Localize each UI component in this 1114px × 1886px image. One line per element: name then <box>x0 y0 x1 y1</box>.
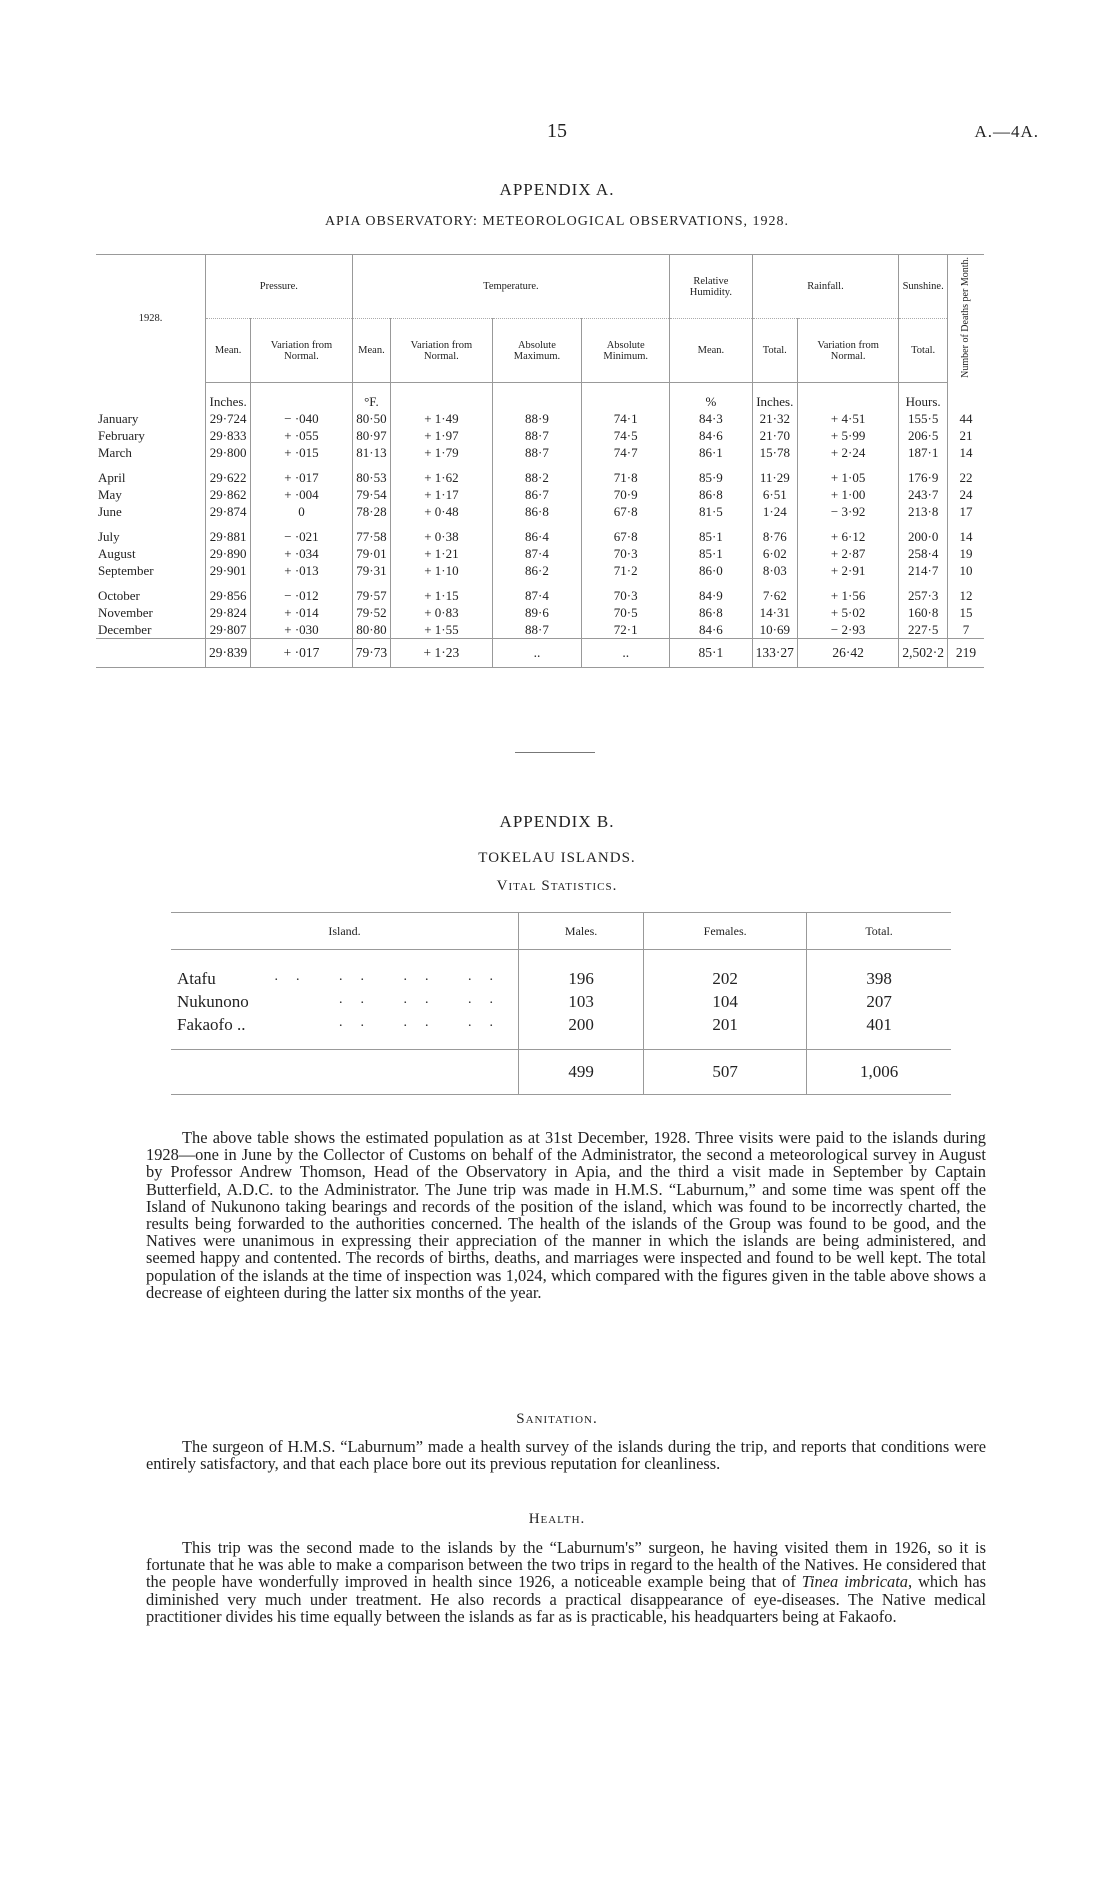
humidity-mean-header: Mean. <box>670 319 753 383</box>
month-label: March <box>98 445 132 461</box>
r-var-cell: + 1·05 <box>797 469 898 486</box>
t-mean-cell: 79·01 <box>352 545 391 562</box>
month-label: January <box>98 411 139 427</box>
t-max-cell: 88·9 <box>492 410 582 427</box>
h-mean-cell: 85·9 <box>670 469 753 486</box>
s-total-cell: 160·8 <box>899 604 948 621</box>
t-var-cell: + 1·97 <box>391 427 492 444</box>
deaths-cell: 12 <box>948 587 985 604</box>
p-mean-cell: 29·862 <box>206 486 251 503</box>
leader-dots: .. .. .. <box>339 991 511 1007</box>
disease-name: Tinea imbricata <box>801 1572 908 1592</box>
health-text-end: , which has diminished very much under treatment. He also records a practical disappearance of eye-diseases. The Native medical practitioner divides his time equally between the islands as far as is practicable, his headquarters being at Fakaofo. <box>146 1572 986 1626</box>
t-mean-cell: 79·31 <box>352 562 391 579</box>
total-t-mean-cell: 79·73 <box>352 639 391 668</box>
sunshine-group-header: Sunshine. <box>899 255 948 319</box>
total-cell: 401 <box>807 1013 951 1050</box>
deaths-cell: 19 <box>948 545 985 562</box>
health-text-start: This trip was the second made to the islands by the “Laburnum's” surgeon, he having visited them in 1926, so it is fortunate that he was able to make a comparison between the two trips in regard to the health of the Natives. He considered that the people have wonderfully improved in health since 1926, a noticeable example being that of <box>146 1538 986 1592</box>
temperature-group-header: Temperature. <box>352 255 669 319</box>
t-mean-cell: 79·57 <box>352 587 391 604</box>
t-mean-cell: 80·80 <box>352 621 391 639</box>
temperature-mean-header: Mean. <box>352 319 391 383</box>
population-totals-row <box>171 1050 951 1095</box>
month-label: October <box>98 588 140 604</box>
table-row <box>96 444 984 461</box>
p-var-cell: 0 <box>251 503 352 520</box>
units-row <box>96 383 984 411</box>
r-var-cell: + 2·91 <box>797 562 898 579</box>
t-max-cell: 88·7 <box>492 621 582 639</box>
h-mean-cell: 84·6 <box>670 621 753 639</box>
rainfall-total-header: Total. <box>752 319 797 383</box>
s-total-cell: 214·7 <box>899 562 948 579</box>
pressure-group-header: Pressure. <box>206 255 353 319</box>
t-mean-cell: 80·50 <box>352 410 391 427</box>
r-total-cell: 10·69 <box>752 621 797 639</box>
r-total-cell: 8·76 <box>752 528 797 545</box>
h-mean-cell: 86·8 <box>670 486 753 503</box>
p-mean-cell: 29·622 <box>206 469 251 486</box>
table-row <box>96 604 984 621</box>
males-cell: 103 <box>519 990 644 1013</box>
deaths-cell: 22 <box>948 469 985 486</box>
population-paragraph: The above table shows the estimated population as at 31st December, 1928. Three visits were paid to the islands during 1928—one in June by the Collector of Customs on behalf of the Administrator, the second a meteorological survey in August by Professor Andrew Thomson, Head of the Observatory in Apia, and the third a visit made in September by Captain Butterfield, A.D.C. to the Administrator. The June trip was made in H.M.S. “Laburnum,” and some time was spent off the Island of Nukunono taking bearings and records of the position of the island, which was found to be incorrectly charted, the results being forwarded to the authorities concerned. The health of the islands of the Group was found to be good, and the Natives were unanimous in expressing their appreciation of the manner in which the islands are being administered, and seemed happy and contented. The records of births, deaths, and marriages were inspected and found to be well kept. The total population of the islands at the time of inspection was 1,024, which compared with the figures given in the table above shows a decrease of eighteen during the latter six months of the year. <box>146 1128 986 1302</box>
r-total-cell: 21·70 <box>752 427 797 444</box>
t-min-cell: 67·8 <box>582 503 670 520</box>
t-var-cell: + 0·38 <box>391 528 492 545</box>
r-total-cell: 14·31 <box>752 604 797 621</box>
total-p-mean-cell: 29·839 <box>206 639 251 668</box>
h-mean-cell: 85·1 <box>670 528 753 545</box>
p-mean-cell: 29·833 <box>206 427 251 444</box>
p-var-cell: + ·055 <box>251 427 352 444</box>
pressure-mean-header: Mean. <box>206 319 251 383</box>
total-males-cell: 499 <box>519 1050 644 1095</box>
females-cell: 201 <box>644 1013 807 1050</box>
h-mean-cell: 84·3 <box>670 410 753 427</box>
sunshine-total-header: Total. <box>899 319 948 383</box>
island-cell <box>171 990 519 1013</box>
temperature-max-header: Absolute Maximum. <box>492 319 582 383</box>
sanitation-heading: Sanitation. <box>516 1411 598 1427</box>
t-min-cell: 74·7 <box>582 444 670 461</box>
t-var-cell: + 1·15 <box>391 587 492 604</box>
island-name: Atafu <box>177 968 216 988</box>
document-reference: A.—4A. <box>974 122 1039 141</box>
island-header: Island. <box>171 913 519 950</box>
r-total-cell: 7·62 <box>752 587 797 604</box>
r-total-cell: 11·29 <box>752 469 797 486</box>
total-t-var-cell: + 1·23 <box>391 639 492 668</box>
month-label: February <box>98 428 145 444</box>
deaths-cell: 44 <box>948 410 985 427</box>
leader-dots: .. .. .. .. <box>274 968 511 984</box>
s-total-cell: 176·9 <box>899 469 948 486</box>
table-row <box>171 950 951 991</box>
t-min-cell: 71·8 <box>582 469 670 486</box>
total-deaths-cell: 219 <box>948 639 985 668</box>
table-row <box>96 528 984 545</box>
row-gap <box>96 520 984 528</box>
t-max-cell: 86·7 <box>492 486 582 503</box>
t-mean-cell: 80·53 <box>352 469 391 486</box>
year-header: 1928. <box>96 255 206 383</box>
s-total-cell: 187·1 <box>899 444 948 461</box>
p-var-cell: + ·013 <box>251 562 352 579</box>
r-var-cell: + 5·02 <box>797 604 898 621</box>
t-mean-cell: 81·13 <box>352 444 391 461</box>
t-var-cell: + 1·79 <box>391 444 492 461</box>
t-min-cell: 70·3 <box>582 545 670 562</box>
table-row <box>171 1013 951 1050</box>
s-total-cell: 243·7 <box>899 486 948 503</box>
p-var-cell: + ·017 <box>251 469 352 486</box>
p-mean-cell: 29·901 <box>206 562 251 579</box>
row-gap <box>96 461 984 469</box>
t-mean-cell: 79·52 <box>352 604 391 621</box>
totals-row <box>96 639 984 668</box>
s-total-cell: 227·5 <box>899 621 948 639</box>
island-name: Fakaofo .. <box>177 1014 246 1034</box>
t-var-cell: + 1·21 <box>391 545 492 562</box>
h-mean-cell: 84·6 <box>670 427 753 444</box>
t-min-cell: 72·1 <box>582 621 670 639</box>
males-cell: 196 <box>519 950 644 991</box>
month-label: June <box>98 504 122 520</box>
s-total-cell: 155·5 <box>899 410 948 427</box>
h-mean-cell: 85·1 <box>670 545 753 562</box>
island-name: Nukunono <box>177 991 249 1011</box>
p-var-cell: − ·012 <box>251 587 352 604</box>
population-table <box>171 912 951 1095</box>
r-var-cell: + 6·12 <box>797 528 898 545</box>
table-row <box>96 410 984 427</box>
p-var-cell: − ·040 <box>251 410 352 427</box>
total-cell: 398 <box>807 950 951 991</box>
t-var-cell: + 1·49 <box>391 410 492 427</box>
deaths-cell: 21 <box>948 427 985 444</box>
meteorological-table <box>96 254 984 668</box>
r-var-cell: + 5·99 <box>797 427 898 444</box>
rainfall-group-header: Rainfall. <box>752 255 899 319</box>
p-var-cell: + ·014 <box>251 604 352 621</box>
leader-dots: .. .. .. <box>339 1014 511 1030</box>
females-cell: 202 <box>644 950 807 991</box>
temperature-min-header: Absolute Minimum. <box>582 319 670 383</box>
t-max-cell: 88·7 <box>492 444 582 461</box>
health-heading: Health. <box>528 1511 586 1527</box>
males-cell: 200 <box>519 1013 644 1050</box>
p-var-cell: + ·004 <box>251 486 352 503</box>
total-p-var-cell: + ·017 <box>251 639 352 668</box>
h-mean-cell: 86·8 <box>670 604 753 621</box>
t-max-cell: 86·4 <box>492 528 582 545</box>
h-mean-cell: 86·0 <box>670 562 753 579</box>
males-header: Males. <box>519 913 644 950</box>
total-header: Total. <box>807 913 951 950</box>
t-max-cell: 86·2 <box>492 562 582 579</box>
rainfall-variation-header: Variation from Normal. <box>797 319 898 383</box>
total-total-cell: 1,006 <box>807 1050 951 1095</box>
p-mean-cell: 29·881 <box>206 528 251 545</box>
t-var-cell: + 1·10 <box>391 562 492 579</box>
p-mean-cell: 29·856 <box>206 587 251 604</box>
t-min-cell: 74·1 <box>582 410 670 427</box>
table-row <box>96 621 984 639</box>
s-total-cell: 258·4 <box>899 545 948 562</box>
r-total-cell: 21·32 <box>752 410 797 427</box>
p-mean-cell: 29·874 <box>206 503 251 520</box>
s-total-cell: 213·8 <box>899 503 948 520</box>
p-mean-cell: 29·800 <box>206 444 251 461</box>
deaths-cell: 24 <box>948 486 985 503</box>
month-label: May <box>98 487 122 503</box>
deaths-header-label: Number of Deaths per Month. <box>960 257 971 378</box>
r-total-cell: 8·03 <box>752 562 797 579</box>
deaths-cell: 14 <box>948 444 985 461</box>
table-row <box>96 469 984 486</box>
r-var-cell: − 3·92 <box>797 503 898 520</box>
appendix-b-subtitle: TOKELAU ISLANDS. <box>478 850 636 866</box>
table-row <box>96 587 984 604</box>
row-gap <box>96 579 984 587</box>
h-mean-cell: 86·1 <box>670 444 753 461</box>
month-label: April <box>98 470 126 486</box>
t-max-cell: 86·8 <box>492 503 582 520</box>
humidity-unit: % <box>670 383 753 411</box>
sanitation-paragraph: The surgeon of H.M.S. “Laburnum” made a health survey of the islands during the trip, and reports that conditions were entirely satisfactory, and that each place bore out its previous reputation for cleanliness. <box>146 1437 986 1474</box>
pressure-variation-header: Variation from Normal. <box>251 319 352 383</box>
month-label: July <box>98 529 120 545</box>
t-max-cell: 89·6 <box>492 604 582 621</box>
pressure-unit: Inches. <box>206 383 251 411</box>
p-mean-cell: 29·724 <box>206 410 251 427</box>
table-row <box>96 562 984 579</box>
t-min-cell: 74·5 <box>582 427 670 444</box>
total-s-total-cell: 2,502·2 <box>899 639 948 668</box>
deaths-cell: 7 <box>948 621 985 639</box>
table-row <box>96 503 984 520</box>
vital-statistics-heading: Vital Statistics. <box>496 878 618 894</box>
total-t-min-cell: .. <box>582 639 670 668</box>
r-total-cell: 1·24 <box>752 503 797 520</box>
health-paragraph <box>146 1539 986 1625</box>
appendix-a-title: APPENDIX A. <box>499 180 615 199</box>
r-var-cell: + 2·87 <box>797 545 898 562</box>
table-row <box>96 486 984 503</box>
appendix-b-title: APPENDIX B. <box>499 812 615 831</box>
t-max-cell: 88·2 <box>492 469 582 486</box>
s-total-cell: 200·0 <box>899 528 948 545</box>
t-min-cell: 67·8 <box>582 528 670 545</box>
p-mean-cell: 29·890 <box>206 545 251 562</box>
deaths-header <box>948 255 985 383</box>
t-var-cell: + 0·48 <box>391 503 492 520</box>
total-females-cell: 507 <box>644 1050 807 1095</box>
temperature-unit: °F. <box>352 383 391 411</box>
r-var-cell: + 1·00 <box>797 486 898 503</box>
t-min-cell: 70·3 <box>582 587 670 604</box>
t-mean-cell: 77·58 <box>352 528 391 545</box>
females-cell: 104 <box>644 990 807 1013</box>
t-mean-cell: 80·97 <box>352 427 391 444</box>
t-var-cell: + 0·83 <box>391 604 492 621</box>
section-divider <box>515 752 595 753</box>
rainfall-unit: Inches. <box>752 383 797 411</box>
p-var-cell: + ·030 <box>251 621 352 639</box>
t-min-cell: 70·5 <box>582 604 670 621</box>
sunshine-unit: Hours. <box>899 383 948 411</box>
r-var-cell: + 4·51 <box>797 410 898 427</box>
t-min-cell: 70·9 <box>582 486 670 503</box>
t-var-cell: + 1·17 <box>391 486 492 503</box>
p-mean-cell: 29·824 <box>206 604 251 621</box>
total-r-var-cell: 26·42 <box>797 639 898 668</box>
appendix-a-subtitle: APIA OBSERVATORY: METEOROLOGICAL OBSERVATIONS, 1928. <box>324 214 790 229</box>
temperature-variation-header: Variation from Normal. <box>391 319 492 383</box>
table-row <box>171 990 951 1013</box>
t-mean-cell: 79·54 <box>352 486 391 503</box>
page-number: 15 <box>547 120 567 142</box>
t-var-cell: + 1·62 <box>391 469 492 486</box>
table-row <box>96 545 984 562</box>
r-var-cell: − 2·93 <box>797 621 898 639</box>
humidity-group-header: Relative Humidity. <box>670 255 753 319</box>
deaths-cell: 17 <box>948 503 985 520</box>
meteorological-table-body <box>96 383 984 668</box>
month-label: December <box>98 622 152 638</box>
table-row <box>96 427 984 444</box>
t-max-cell: 87·4 <box>492 545 582 562</box>
p-var-cell: + ·034 <box>251 545 352 562</box>
t-mean-cell: 78·28 <box>352 503 391 520</box>
s-total-cell: 206·5 <box>899 427 948 444</box>
females-header: Females. <box>644 913 807 950</box>
t-var-cell: + 1·55 <box>391 621 492 639</box>
island-cell <box>171 950 519 991</box>
r-total-cell: 6·51 <box>752 486 797 503</box>
population-table-body <box>171 950 951 1095</box>
t-min-cell: 71·2 <box>582 562 670 579</box>
total-cell: 207 <box>807 990 951 1013</box>
deaths-cell: 14 <box>948 528 985 545</box>
total-r-total-cell: 133·27 <box>752 639 797 668</box>
r-total-cell: 6·02 <box>752 545 797 562</box>
month-label: November <box>98 605 153 621</box>
r-var-cell: + 2·24 <box>797 444 898 461</box>
deaths-cell: 10 <box>948 562 985 579</box>
total-t-max-cell: .. <box>492 639 582 668</box>
p-mean-cell: 29·807 <box>206 621 251 639</box>
s-total-cell: 257·3 <box>899 587 948 604</box>
island-cell <box>171 1013 519 1050</box>
t-max-cell: 88·7 <box>492 427 582 444</box>
h-mean-cell: 84·9 <box>670 587 753 604</box>
p-var-cell: − ·021 <box>251 528 352 545</box>
t-max-cell: 87·4 <box>492 587 582 604</box>
r-var-cell: + 1·56 <box>797 587 898 604</box>
p-var-cell: + ·015 <box>251 444 352 461</box>
h-mean-cell: 81·5 <box>670 503 753 520</box>
r-total-cell: 15·78 <box>752 444 797 461</box>
deaths-cell: 15 <box>948 604 985 621</box>
month-label: September <box>98 563 154 579</box>
total-h-mean-cell: 85·1 <box>670 639 753 668</box>
month-label: August <box>98 546 136 562</box>
